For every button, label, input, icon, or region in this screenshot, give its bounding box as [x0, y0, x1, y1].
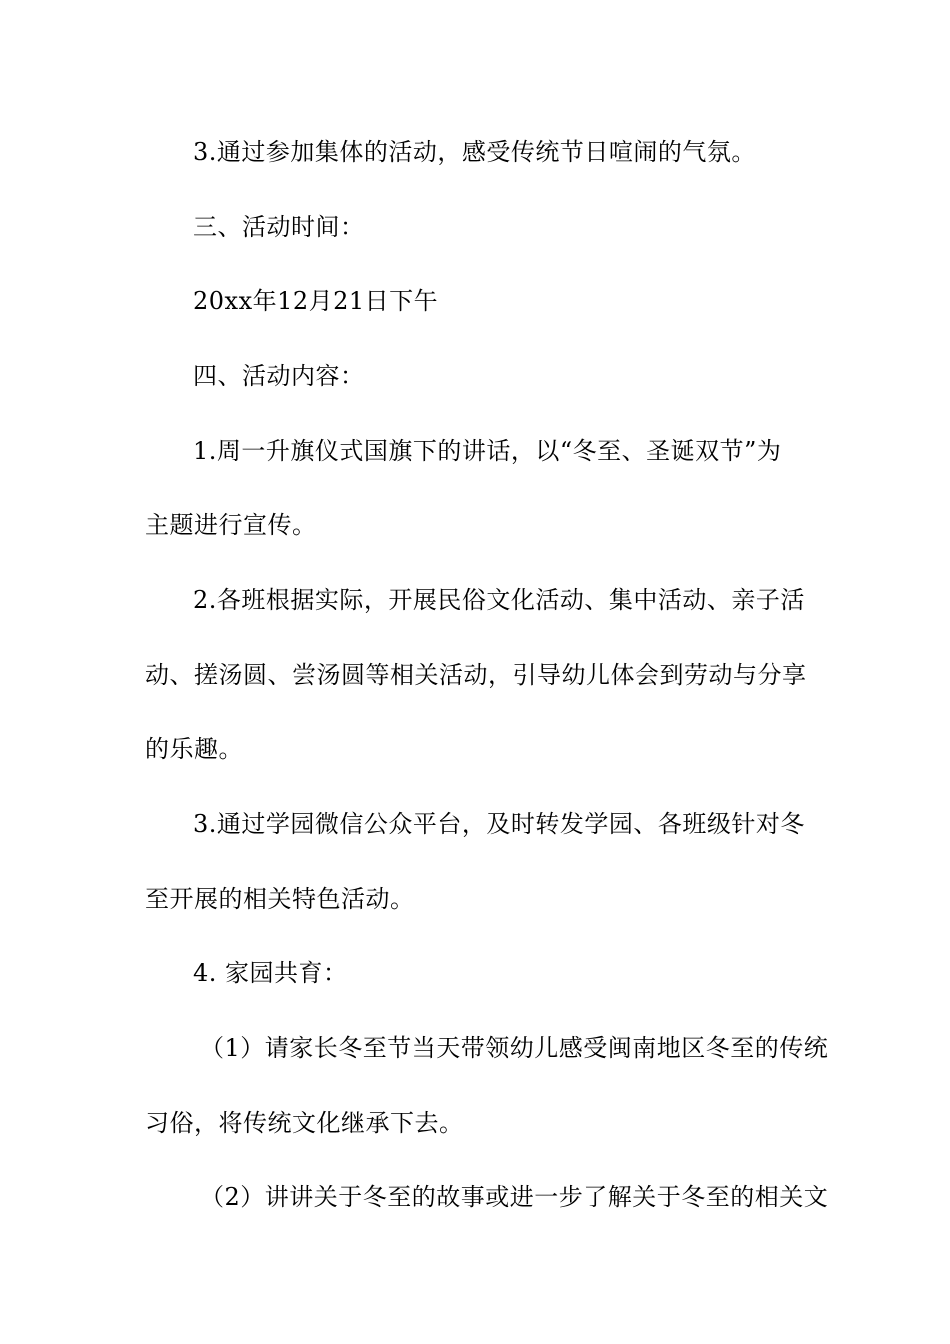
paragraph-line: 至开展的相关特色活动。	[145, 885, 415, 913]
paragraph-line: 的乐趣。	[145, 735, 243, 763]
paragraph-line: 1.周一升旗仪式国旗下的讲话，以“冬至、圣诞双节”为	[193, 437, 782, 465]
paragraph-line: 3.通过学园微信公众平台，及时转发学园、各班级针对冬	[193, 810, 805, 838]
paragraph-line: （2）讲讲关于冬至的故事或进一步了解关于冬至的相关文	[200, 1183, 829, 1211]
paragraph-line: 动、搓汤圆、尝汤圆等相关活动，引导幼儿体会到劳动与分享	[145, 661, 807, 689]
subsection-heading-home-school: 4. 家园共育：	[193, 959, 348, 987]
paragraph-line: （1）请家长冬至节当天带领幼儿感受闽南地区冬至的传统	[200, 1034, 829, 1062]
paragraph-line: 2.各班根据实际，开展民俗文化活动、集中活动、亲子活	[193, 586, 805, 614]
section-heading-time: 三、活动时间：	[193, 213, 365, 241]
paragraph-line: 3.通过参加集体的活动，感受传统节日喧闹的气氛。	[193, 138, 756, 166]
section-heading-content: 四、活动内容：	[193, 362, 365, 390]
paragraph-line: 主题进行宣传。	[145, 511, 317, 539]
paragraph-line: 习俗，将传统文化继承下去。	[145, 1109, 464, 1137]
paragraph-line: 20xx年12月21日下午	[193, 287, 439, 315]
